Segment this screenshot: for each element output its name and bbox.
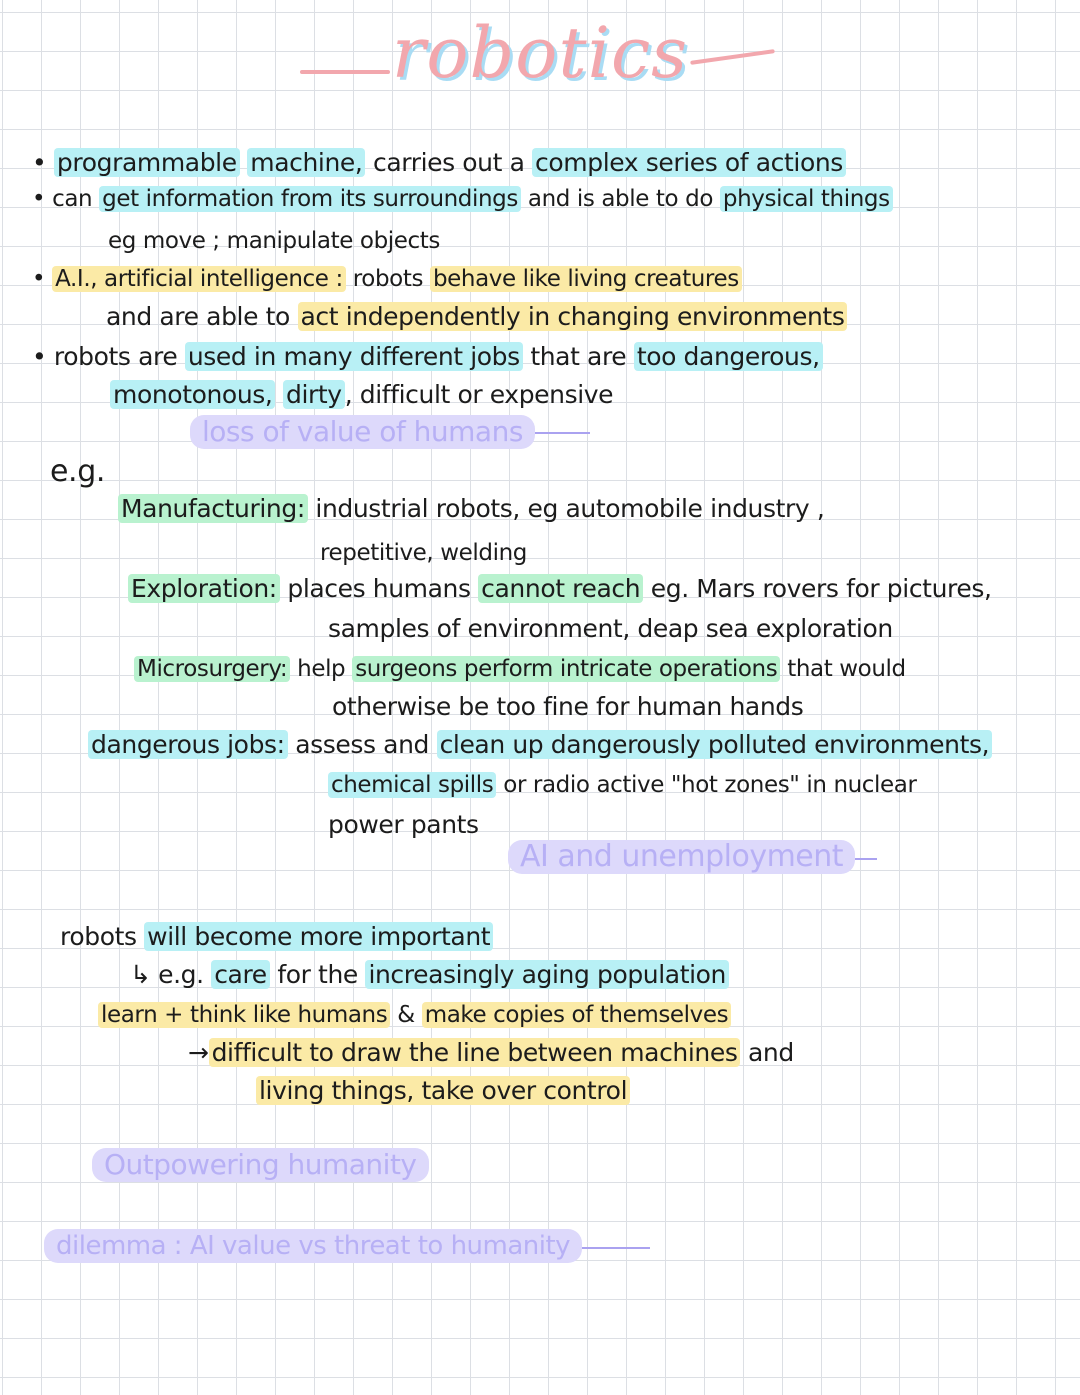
eg-label: e.g. [50, 454, 105, 489]
future-line-3 [98, 998, 731, 1032]
text-places-humans: places humans [287, 574, 471, 603]
text-living-things: living things, take over control [256, 1076, 630, 1105]
text-care: care [211, 960, 270, 989]
microsurgery-line-1 [134, 652, 906, 686]
text-surgeons-perform: surgeons perform intricate operations [352, 656, 780, 682]
text-assess-and: assess and [295, 730, 430, 759]
text-complex-series: complex series of actions [532, 148, 846, 177]
text-behave-like: behave like living creatures [430, 266, 742, 292]
text-that-would: that would [787, 656, 906, 682]
note-line-3 [108, 224, 440, 258]
exploration-line-2: samples of environment, deap sea exploration [328, 614, 893, 643]
dangerous-line-2 [328, 768, 917, 802]
text-and: and [748, 1038, 794, 1067]
text-aging-population: increasingly aging population [365, 960, 729, 989]
text-and: and [527, 186, 570, 212]
text-clean-up: clean up dangerously polluted environments, [437, 730, 993, 759]
text-move-manipulate: move ; manipulate objects [142, 228, 440, 254]
text-for-the: for the [277, 960, 358, 989]
text-robots: robots [60, 922, 137, 951]
link-dilemma: dilemma : AI value vs threat to humanity [44, 1229, 582, 1263]
arrow-right-icon: → [188, 1038, 209, 1067]
text-radio-active: or radio active "hot zones" in nuclear [503, 772, 917, 798]
text-will-become: will become more important [144, 922, 493, 951]
text-physical-things: physical things [720, 186, 893, 212]
bullet: • [32, 186, 46, 212]
manufacturing-line-2: repetitive, welding [320, 540, 527, 566]
text-used-in-many: used in many different jobs [185, 342, 523, 371]
text-to-do: to do [655, 186, 713, 212]
text-eg: eg. [650, 574, 689, 603]
text-eg: e.g. [158, 960, 204, 989]
text-to: to [265, 302, 290, 331]
text-that-are: that are [530, 342, 627, 371]
note-line-1 [32, 146, 846, 180]
text-difficult-expensive: , difficult or expensive [344, 380, 614, 409]
text-learn-think: learn + think like humans [98, 1002, 390, 1028]
bullet: • [32, 266, 46, 292]
label-exploration: Exploration: [128, 574, 280, 603]
text-cannot-reach: cannot reach [478, 574, 643, 603]
note-line-7 [110, 378, 613, 412]
text-carries-out: carries out [372, 148, 503, 177]
text-get-information: get information from its surroundings [99, 186, 521, 212]
dangerous-line-3: power pants [328, 810, 479, 839]
text-chemical-spills: chemical spills [328, 772, 496, 798]
link-outpowering-humanity: Outpowering humanity [92, 1148, 429, 1182]
bullet: • [32, 148, 47, 177]
text-is-able: is able [576, 186, 649, 212]
manufacturing-line-1 [118, 492, 824, 526]
text-and: and [106, 302, 152, 331]
text-too-dangerous: too dangerous, [634, 342, 823, 371]
text-ai: A.I., artificial intelligence : [52, 266, 346, 292]
page-title: robotics [391, 12, 689, 94]
text-industrial-robots: industrial robots, eg automobile industry , [315, 494, 825, 523]
text-make-copies: make copies of themselves [422, 1002, 732, 1028]
future-line-2 [130, 958, 729, 992]
note-line-6 [32, 340, 823, 374]
arrow-icon: ↳ [130, 960, 151, 989]
label-microsurgery: Microsurgery: [134, 656, 290, 682]
text-help: help [297, 656, 346, 682]
text-monotonous: monotonous, [110, 380, 275, 409]
text-robots: robots [352, 266, 424, 292]
exploration-line-1 [128, 572, 992, 606]
link-loss-of-value: loss of value of humans [190, 415, 535, 449]
label-manufacturing: Manufacturing: [118, 494, 308, 523]
text-act-independently: act independently in changing environments [298, 302, 848, 331]
text-mars-rovers: Mars rovers for pictures, [696, 574, 992, 603]
text-can: can [52, 186, 93, 212]
future-line-4 [188, 1036, 794, 1070]
text-difficult-to-draw: difficult to draw the line between machines [209, 1038, 741, 1067]
text-a: a [509, 148, 525, 177]
link-ai-unemployment: AI and unemployment [508, 840, 855, 874]
text-robots-are: robots are [53, 342, 178, 371]
text-dirty: dirty [283, 380, 345, 409]
text-machine: machine, [247, 148, 365, 177]
dangerous-line-1 [88, 728, 992, 762]
text-programmable: programmable [54, 148, 240, 177]
future-line-1 [60, 920, 493, 954]
microsurgery-line-2: otherwise be too fine for human hands [332, 692, 804, 721]
text-are-able: are able [159, 302, 259, 331]
note-line-4 [32, 262, 742, 296]
label-dangerous-jobs: dangerous jobs: [88, 730, 288, 759]
text-ampersand: & [397, 1002, 415, 1028]
text-eg: eg [108, 228, 136, 254]
note-line-5 [106, 300, 847, 334]
note-line-2 [32, 182, 893, 216]
bullet: • [32, 342, 47, 371]
future-line-5 [256, 1074, 630, 1108]
